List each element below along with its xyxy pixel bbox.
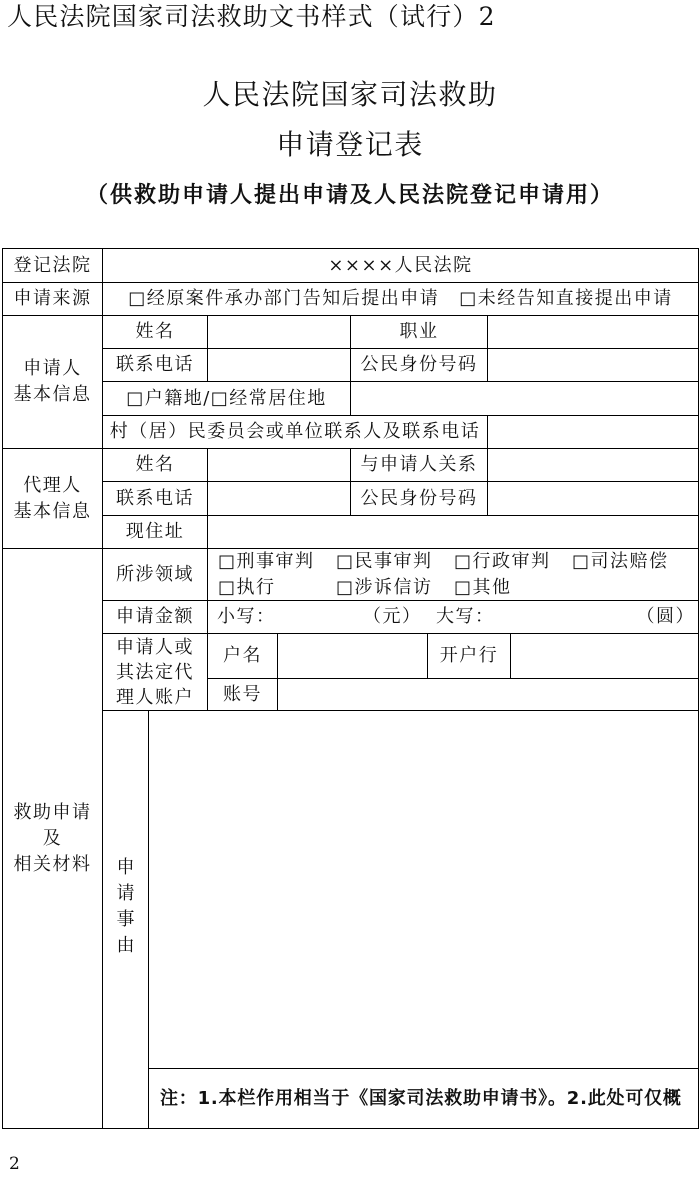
applicant-id-label: 公民身份号码 [350,348,488,382]
amount-field [207,600,699,634]
agent-address-value [207,515,699,549]
case-domain-label: 所涉领域 [102,548,208,601]
case-domain-option-grid [218,549,690,601]
reason-label: 申请事由 [116,856,135,956]
form-title-line2: 申请登记表 [276,128,424,161]
aid-section-label-line2: 及 [42,827,63,849]
agent-section-label-line2: 基本信息 [13,500,92,522]
account-bank-value [510,633,699,679]
reason-value [148,710,699,1069]
applicant-section-label-line2: 基本信息 [13,384,92,405]
account-label-line2: 其法定代 [116,661,194,683]
registration-court-value: ××××人民法院 [102,248,699,283]
account-label-line3: 理人账户 [116,686,194,708]
applicant-community-contact-value [487,415,699,449]
page-number: 2 [9,1154,20,1174]
case-domain-options [207,548,699,601]
domain-option-administrative-trial: □行政审判 [454,550,551,572]
applicant-address-value [350,381,699,416]
amount-lowercase-unit: （元） [363,606,422,627]
amount-lowercase-label: 小写： [217,606,276,627]
registration-court-label: 登记法院 [2,248,103,283]
domain-option-enforcement: □执行 [218,576,276,598]
domain-option-litigation-petition: □涉诉信访 [336,576,433,598]
agent-phone-value [207,481,351,516]
aid-section-label-line1: 救助申请 [13,801,92,823]
applicant-community-contact-label: 村（居）民委员会或单位联系人及联系电话 [102,415,488,449]
account-number-label: 账号 [207,678,278,711]
form-subtitle: （供救助申请人提出申请及人民法院登记申请用） [85,183,614,208]
amount-label: 申请金额 [102,600,208,634]
applicant-occupation-value [487,315,699,349]
form-title-line1: 人民法院国家司法救助 [202,78,498,111]
reason-label-cell [102,710,149,1129]
agent-name-label: 姓名 [102,448,208,482]
applicant-occupation-label: 职业 [350,315,488,349]
reason-note: 注：1.本栏作用相当于《国家司法救助申请书》。2.此处可仅概 [148,1068,699,1129]
account-label-line1: 申请人或 [116,636,194,658]
agent-relationship-value [487,448,699,482]
agent-section-label [2,448,103,549]
domain-option-judicial-compensation: □司法赔偿 [572,550,669,572]
account-number-value [277,678,699,711]
account-holder-label: 户名 [207,633,278,679]
applicant-id-value [487,348,699,382]
applicant-name-label: 姓名 [102,315,208,349]
agent-id-value [487,481,699,516]
applicant-section-label [2,315,103,449]
account-holder-value [277,633,428,679]
aid-section-label-line3: 相关材料 [13,853,92,875]
agent-name-value [207,448,351,482]
agent-relationship-label: 与申请人关系 [350,448,488,482]
applicant-phone-value [207,348,351,382]
applicant-address-label: □户籍地/□经常居住地 [102,381,351,416]
domain-option-other: □其他 [454,576,512,598]
agent-section-label-line1: 代理人 [23,474,82,496]
account-label [102,633,208,711]
domain-option-civil-trial: □民事审判 [336,550,433,572]
domain-option-criminal-trial: □刑事审判 [218,550,315,572]
source-option-informed-checkbox: □经原案件承办部门告知后提出申请 [128,288,440,309]
source-option-uninformed-checkbox: □未经告知直接提出申请 [459,288,673,309]
document-series-header: 人民法院国家司法救助文书样式（试行）2 [7,2,496,31]
agent-address-label: 现住址 [102,515,208,549]
agent-id-label: 公民身份号码 [350,481,488,516]
amount-uppercase-unit: （圆） [636,606,695,627]
aid-section-label [2,548,103,1129]
amount-uppercase-label: 大写： [436,606,495,627]
account-bank-label: 开户行 [427,633,511,679]
applicant-phone-label: 联系电话 [102,348,208,382]
application-source-options [102,282,699,316]
applicant-section-label-line1: 申请人 [23,358,82,379]
application-source-label: 申请来源 [2,282,103,316]
agent-phone-label: 联系电话 [102,481,208,516]
applicant-name-value [207,315,351,349]
